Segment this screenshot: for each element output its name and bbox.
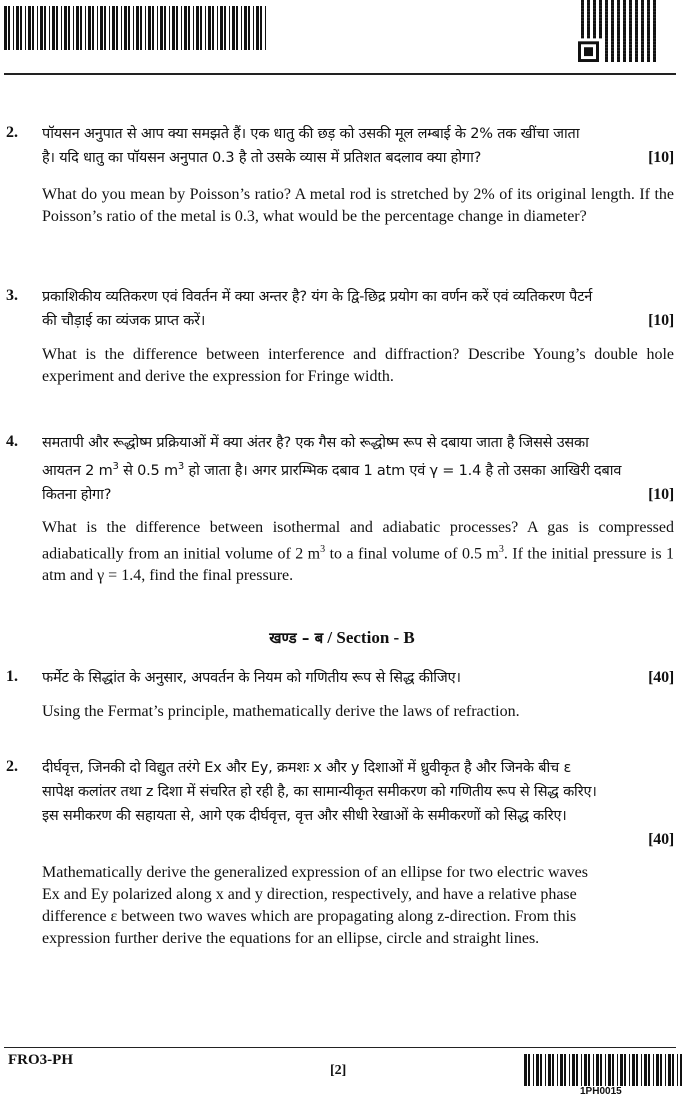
question-number: 3. [6,287,18,304]
question-english: What is the difference between isothermal and adiabatic processes? A gas is compressed adiabatically from an initial volume of 2 $m^3$ to a final volume of 0.5 $m^3$. If the initial pressure is 1 atm and γ = 1.4, find the final pressure. [42,519,675,585]
section-b-english: Section - B [336,628,415,647]
question-hindi-line2: है। यदि धातु का पॉयसन अनुपात 0.3 है तो उसके व्यास में प्रतिशत बदलाव क्या होगा? [42,150,482,166]
section-b-heading: खण्ड – ब / Section - B [269,628,415,647]
section-b-hindi: खण्ड – ब [269,629,324,647]
question-number: 2. [6,758,18,775]
bottom-barcode-icon [524,1054,682,1086]
question-hindi: समतापी और रूद्धोष्म प्रक्रियाओं में क्या अंतर है? एक गैस को रूद्धोष्म रूप से दबाया जाता है जिससे उसका आयतन 2 $m^3$ से 0.5 $m^3$ हो जाता है। अगर प्रारम्भिक दबाव 1 atm एवं γ = 1.4 है तो उसका आखिरी दबाव कितना होगा? [10] [42,431,674,507]
question-number: 1. [6,668,18,685]
question-english: What do you mean by Poisson’s ratio? A metal rod is stretched by 2% of its original length. If the Poisson’s ratio of the metal is 0.3, what would be the percentage change in diameter? [42,186,674,225]
question-hindi: प्रकाशिकीय व्यतिकरण एवं विवर्तन में क्या अन्तर है? यंग के द्वि-छिद्र प्रयोग का वर्णन करें एवं व्यतिकरण पैटर्न की चौड़ाई का व्यंजक प्राप्त करें। [10] [42,285,674,333]
paper-code: FRO3-PH [8,1052,73,1068]
question-marks: [10] [648,149,674,166]
question-hindi: दीर्घवृत्त, जिनकी दो विद्युत तरंगे Ex और Ey, क्रमशः x और y दिशाओं में ध्रुवीकृत है और जिनके बीच ε सापेक्ष कलांतर तथा z दिशा में संचरित हो रही है, का सामान्यीकृत समीकरण को गणितीय रूप से सिद्ध करिए। इस समीकरण की सहायता से, आगे एक दीर्घवृत्त, वृत्त और सीधी रेखाओं के समीकरणों को सिद्ध करिए। [40] [42,756,674,852]
header-rule [4,73,676,75]
qr-code-icon [578,0,656,62]
question-hindi-line2: की चौड़ाई का व्यंजक प्राप्त करें। [42,313,206,329]
question-english: Using the Fermat’s principle, mathematically derive the laws of refraction. [42,703,520,720]
question-hindi: पॉयसन अनुपात से आप क्या समझते हैं। एक धातु की छड़ को उसकी मूल लम्बाई के 2% तक खींचा जाता है। यदि धातु का पॉयसन अनुपात 0.3 है तो उसके व्यास में प्रतिशत बदलाव क्या होगा? [10] [42,122,674,170]
question-english: What is the difference between interference and diffraction? Describe Young’s double hole experiment and derive the expression for Fringe width. [42,346,674,385]
serial-number: 1PH0015 [580,1086,622,1097]
question-marks: [40] [648,831,674,848]
top-barcode-icon [4,6,266,50]
footer-rule [4,1047,676,1048]
question-number: 2. [6,124,18,141]
question-marks: [40] [648,669,674,686]
page-number: [2] [330,1063,347,1078]
question-number: 4. [6,433,18,450]
question-marks: [10] [648,312,674,329]
question-english: Mathematically derive the generalized expression of an ellipse for two electric waves Ex and Ey polarized along x and y direction, respectively, and have a relative phase difference ε between two waves which are propagating along z-direction. From this expression further derive the equations for an ellipse, circle and straight lines. [42,864,588,947]
question-hindi: फर्मेट के सिद्धांत के अनुसार, अपवर्तन के नियम को गणितीय रूप से सिद्ध कीजिए। [40] [42,666,674,690]
question-marks: [10] [648,485,674,503]
